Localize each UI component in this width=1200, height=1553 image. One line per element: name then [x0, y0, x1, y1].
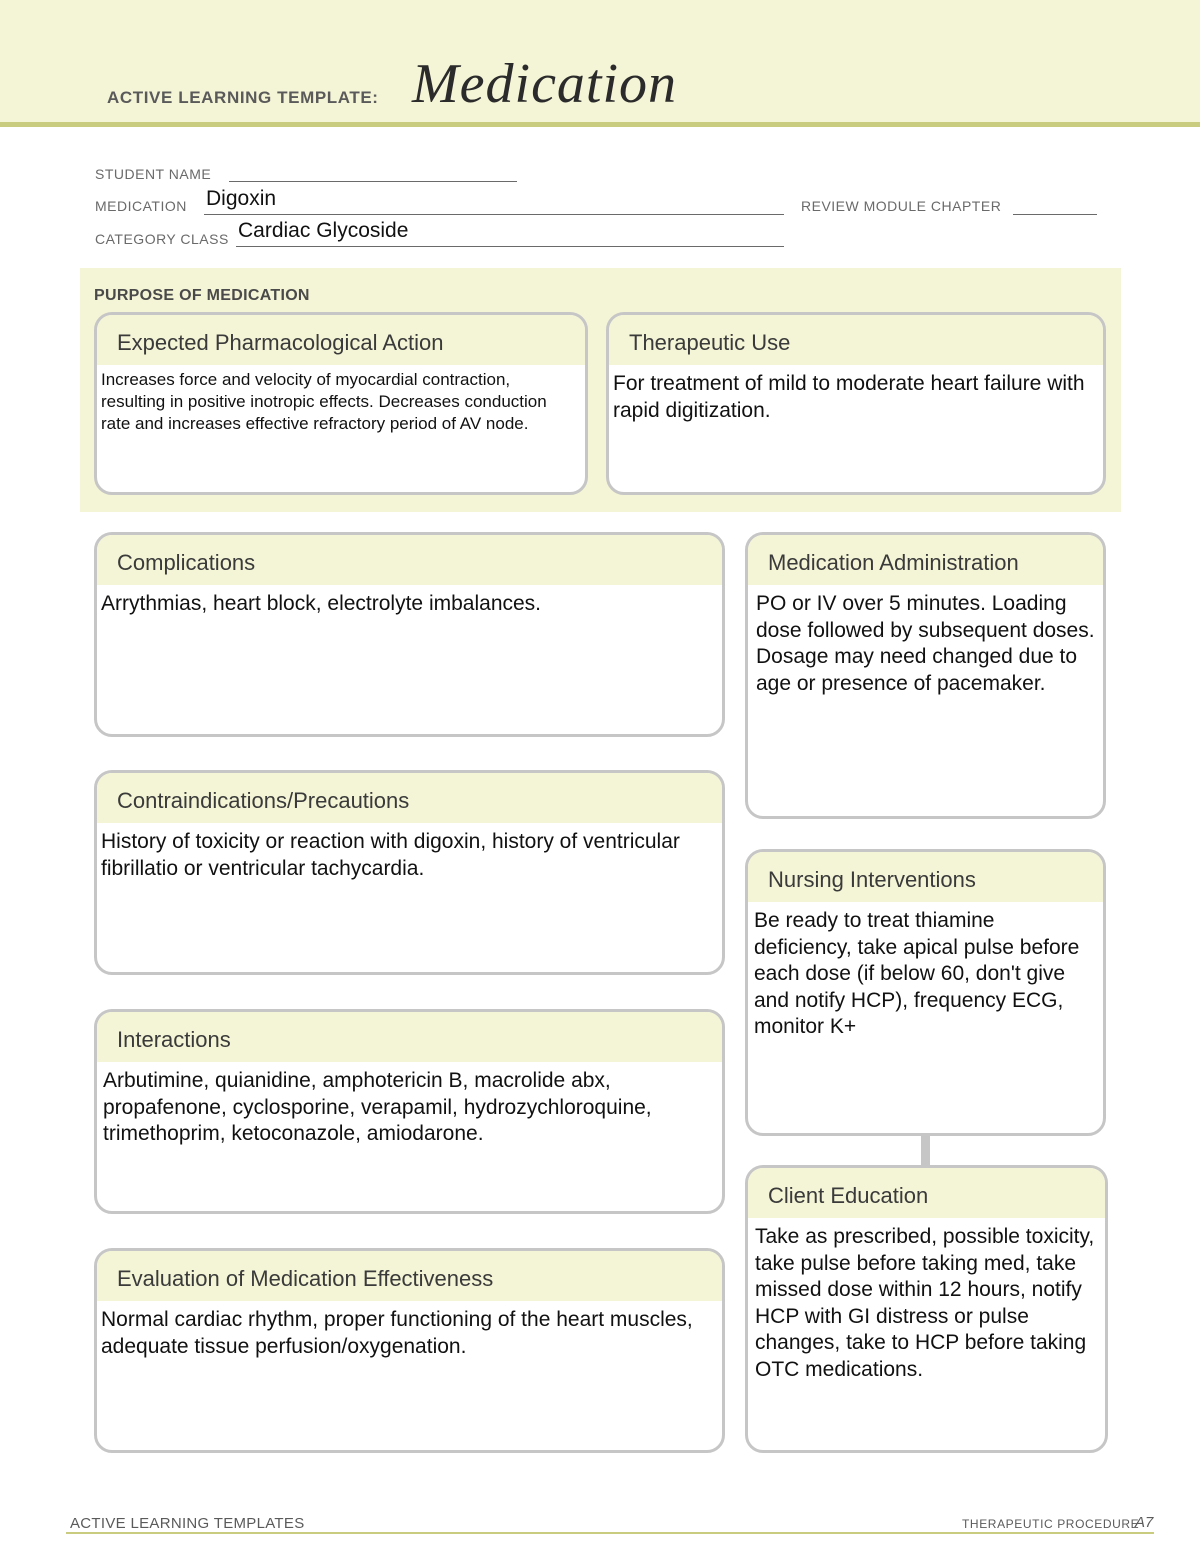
administration-text[interactable]: PO or IV over 5 minutes. Loading dose followed by subsequent doses. Dosage may need changed due to age or presence of pacemaker. — [756, 592, 1095, 695]
student-name-label: STUDENT NAME — [95, 166, 212, 182]
therapeutic-use-heading: Therapeutic Use — [609, 315, 1103, 365]
expected-action-box — [94, 312, 588, 495]
student-name-line[interactable] — [229, 181, 517, 182]
footer-page-number: A7 — [1135, 1514, 1154, 1531]
footer-right: THERAPEUTIC PROCEDURE — [962, 1517, 1140, 1531]
category-class-label: CATEGORY CLASS — [95, 231, 229, 247]
medication-label: MEDICATION — [95, 198, 187, 214]
interactions-text[interactable]: Arbutimine, quianidine, amphotericin B, macrolide abx, propafenone, cyclosporine, verapamil, hydrozychloroquine, trimethoprim, ketoconazole, amiodarone. — [103, 1069, 652, 1145]
complications-box — [94, 532, 725, 737]
evaluation-text[interactable]: Normal cardiac rhythm, proper functioning of the heart muscles, adequate tissue perfusion/oxygenation. — [101, 1308, 693, 1358]
nursing-heading: Nursing Interventions — [748, 852, 1103, 902]
administration-heading: Medication Administration — [748, 535, 1103, 585]
category-class-line[interactable] — [236, 246, 784, 247]
therapeutic-use-box — [606, 312, 1106, 495]
connector-bar — [921, 1135, 930, 1166]
evaluation-box — [94, 1248, 725, 1453]
evaluation-heading: Evaluation of Medication Effectiveness — [97, 1251, 722, 1301]
education-heading: Client Education — [748, 1168, 1105, 1218]
footer-rule — [66, 1532, 1154, 1534]
contraindications-text[interactable]: History of toxicity or reaction with digoxin, history of ventricular fibrillatio or ventricular tachycardia. — [101, 830, 680, 880]
complications-text[interactable]: Arrythmias, heart block, electrolyte imbalances. — [101, 592, 542, 615]
contraindications-heading: Contraindications/Precautions — [97, 773, 722, 823]
review-module-line[interactable] — [1013, 214, 1097, 215]
template-label: ACTIVE LEARNING TEMPLATE: — [107, 88, 379, 107]
expected-action-text[interactable]: Increases force and velocity of myocardial contraction, resulting in positive inotropic effects. Decreases conduction rate and increases effective refractory period of AV node. — [101, 370, 547, 433]
education-box — [745, 1165, 1108, 1453]
contraindications-box — [94, 770, 725, 975]
nursing-box — [745, 849, 1106, 1136]
medication-line[interactable] — [204, 214, 784, 215]
header-rule — [0, 122, 1200, 127]
review-module-label: REVIEW MODULE CHAPTER — [801, 198, 1002, 214]
interactions-heading: Interactions — [97, 1012, 722, 1062]
expected-action-heading: Expected Pharmacological Action — [97, 315, 585, 365]
footer-left: ACTIVE LEARNING TEMPLATES — [70, 1515, 305, 1532]
complications-heading: Complications — [97, 535, 722, 585]
template-title: Medication — [412, 53, 678, 115]
purpose-title: PURPOSE OF MEDICATION — [94, 287, 310, 304]
medication-value[interactable]: Digoxin — [206, 187, 277, 210]
administration-box — [745, 532, 1106, 819]
nursing-text[interactable]: Be ready to treat thiamine deficiency, take apical pulse before each dose (if below 60, don't give and notify HCP), frequency ECG, monitor K+ — [754, 909, 1080, 1038]
therapeutic-use-text[interactable]: For treatment of mild to moderate heart failure with rapid digitization. — [613, 372, 1085, 422]
interactions-box — [94, 1009, 725, 1214]
category-class-value[interactable]: Cardiac Glycoside — [238, 219, 409, 242]
education-text[interactable]: Take as prescribed, possible toxicity, take pulse before taking med, take missed dose within 12 hours, notify HCP with GI distress or pulse changes, take to HCP before taking OTC medications. — [755, 1225, 1095, 1381]
